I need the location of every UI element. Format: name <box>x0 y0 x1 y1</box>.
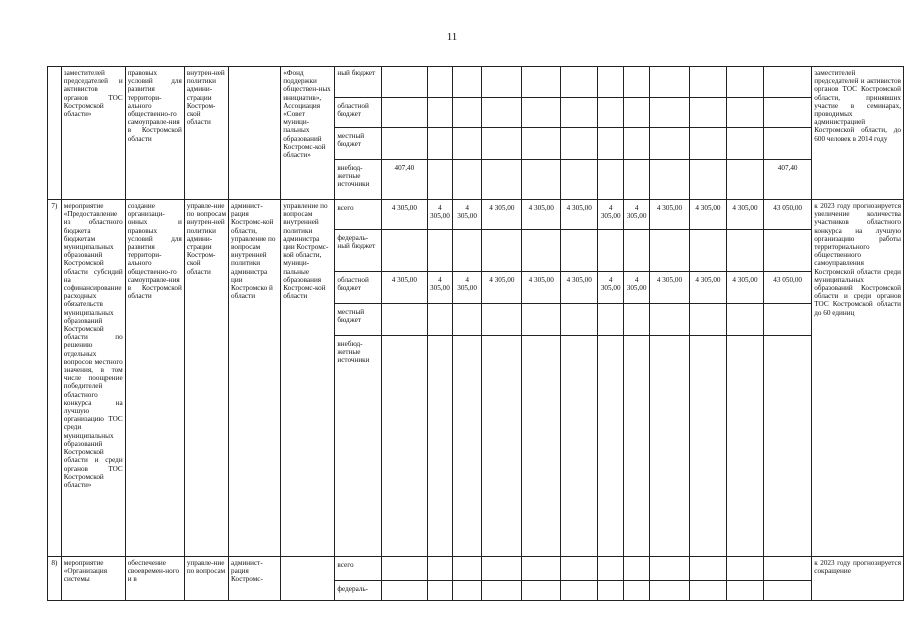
source-label: внебюд-жетные источники <box>335 160 381 200</box>
source-label: местный бюджет <box>335 128 381 160</box>
table-row <box>48 67 904 98</box>
sum-value: 407,40 <box>764 160 812 200</box>
year-value: 4 305,00 <box>624 272 650 304</box>
executor-cell: внутрен-ней политики админи-страции Костром-ской области <box>184 67 228 200</box>
source-label: областной бюджет <box>335 272 381 304</box>
source-label: ный бюджет <box>335 67 381 98</box>
year-value: 4 305,00 <box>482 272 522 304</box>
source-label: областной бюджет <box>335 98 381 128</box>
event-cell: мероприятие «Предоставление из областного бюджета бюджетам муниципальных образований Костромской области субсидий на софинансирование расходных обязательств муниципальных образований Костромской области по решению отдельных вопросов местного значения, в том числе поощрение победителей областного конкурса на лучшую организацию ТОС среди муниципальных образований Костромской области и среди органов ТОС Костромской области» <box>61 200 125 557</box>
event-cell: заместителей председателей и активистов органов ТОС Костромской области» <box>61 67 125 200</box>
year-value: 4 305,00 <box>689 272 726 304</box>
source-label: федераль-ный бюджет <box>335 230 381 272</box>
goal-cell: правовых условий для развития территори-ального общественно-го самоуправле-ния в Костромской области <box>125 67 184 200</box>
year-value: 4 305,00 <box>689 200 726 230</box>
coexecutor-cell: админист-рация Костромс- <box>229 557 281 601</box>
coexecutor-cell: админист-рация Костромс-кой области, управление по вопросам внутренней политики администра ции Костромско й области <box>229 200 281 557</box>
year-value: 4 305,00 <box>428 200 453 230</box>
year-value: 4 305,00 <box>726 200 763 230</box>
executor-cell: управле-ние по вопросам <box>184 557 228 601</box>
row-number: 7) <box>48 200 62 557</box>
table-row <box>48 200 904 230</box>
program-table <box>47 66 904 601</box>
source-label: федераль- <box>335 581 381 601</box>
year-value: 4 305,00 <box>624 200 650 230</box>
year-value: 4 305,00 <box>428 272 453 304</box>
participant-cell: управление по вопросам внутренней политики администра ции Костромс-кой области, муници-пальные образования Костромс-кой области <box>281 200 335 557</box>
sum-value: 43 050,00 <box>764 200 812 230</box>
year-value: 4 305,00 <box>650 272 690 304</box>
executor-cell: управле-ние по вопросам внутрен-ней политики админи-страции Костром-ской области <box>184 200 228 557</box>
result-cell: заместителей председателей и активистов органов ТОС Костромской области, принявших участие в семинарах, проводимых администрацией Костромской области, до 600 человек в 2014 году <box>812 67 904 200</box>
page-number: 11 <box>446 31 458 43</box>
result-cell: к 2023 году прогнозируется сокращение <box>812 557 904 601</box>
goal-cell: создание организаци-онных и правовых условий для развития территори-ального общественно-го самоуправле-ния в Костромской области <box>125 200 184 557</box>
sum-value: 43 050,00 <box>764 272 812 304</box>
year-value: 4 305,00 <box>482 200 522 230</box>
year-value: 4 305,00 <box>561 272 598 304</box>
year-value: 4 305,00 <box>452 272 482 304</box>
event-cell: мероприятие «Организация системы <box>61 557 125 601</box>
year-value: 4 305,00 <box>522 272 561 304</box>
year-value: 4 305,00 <box>561 200 598 230</box>
goal-cell: обеспечение своевремен-ного и в <box>125 557 184 601</box>
year-value: 4 305,00 <box>522 200 561 230</box>
participant-cell: «Фонд поддержки обществен-ных инициатив», Ассоциация «Совет муници-пальных образований Костромс-кой области» <box>281 67 335 200</box>
year-value: 4 305,00 <box>598 200 624 230</box>
source-label: всего <box>335 557 381 581</box>
year-value: 4 305,00 <box>452 200 482 230</box>
total-value: 4 305,00 <box>381 200 427 230</box>
row-number: 8) <box>48 557 62 601</box>
total-value: 4 305,00 <box>381 272 427 304</box>
result-cell: к 2023 году прогнозируется увеличение количества участников областного конкурса на лучшую организацию работы территориального общественного самоуправления Костромской области среди муниципальных образований Костромской области и среди органов ТОС Костромской области до 60 единиц <box>812 200 904 557</box>
year-value: 4 305,00 <box>598 272 624 304</box>
source-label: местный бюджет <box>335 304 381 336</box>
year-value: 4 305,00 <box>726 272 763 304</box>
total-value: 407,40 <box>381 160 427 200</box>
year-value: 4 305,00 <box>650 200 690 230</box>
table-row <box>48 557 904 581</box>
source-label: всего <box>335 200 381 230</box>
source-label: внебюд-жетные источники <box>335 336 381 557</box>
